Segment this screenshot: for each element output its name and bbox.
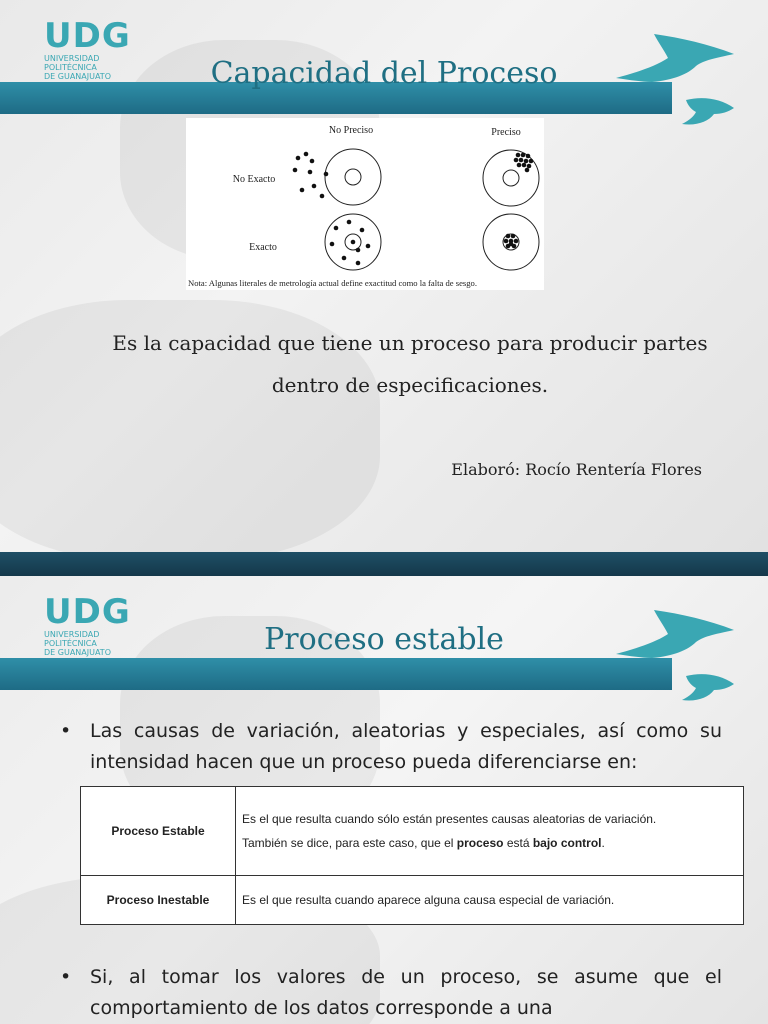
eagle-icon <box>612 606 742 706</box>
logo-subtitle: DE GUANAJUATO <box>44 72 111 81</box>
row-label-inestable: Proceso Inestable <box>81 876 236 925</box>
row-label-estable: Proceso Estable <box>81 787 236 876</box>
logo-subtitle: DE GUANAJUATO <box>44 648 111 657</box>
target-exacto-preciso <box>483 214 539 270</box>
page-title: Capacidad del Proceso <box>210 56 558 91</box>
bullet-causas <box>60 716 722 778</box>
target-no-exacto-no-preciso <box>293 149 381 205</box>
row-definition-inestable: Es el que resulta cuando aparece alguna causa especial de variación. <box>236 876 744 925</box>
target-no-exacto-preciso <box>483 150 539 206</box>
definition-text: Es el que resulta cuando sólo están presentes causas aleatorias de variación. <box>242 812 657 826</box>
row-label-no-exacto: No Exacto <box>232 174 276 185</box>
col-label-no-preciso: No Preciso <box>328 125 374 136</box>
slide-separator <box>0 552 768 576</box>
bullet-valores <box>60 962 722 1024</box>
page-title: Proceso estable <box>264 622 504 657</box>
bullet-text: Las causas de variación, aleatorias y especiales, así como su intensidad hacen que un proceso pueda diferenciarse en: <box>90 720 722 773</box>
author-credit: Elaboró: Rocío Rentería Flores <box>451 460 702 479</box>
title-band <box>0 658 672 690</box>
process-types-table <box>80 786 744 925</box>
bullet-dot: • <box>60 966 72 988</box>
row-label-exacto: Exacto <box>249 242 277 253</box>
figure-note: Nota: Algunas literales de metrología actual define exactitud como la falta de sesgo. <box>188 278 477 288</box>
udg-logo <box>44 16 154 81</box>
slide-proceso-estable <box>0 576 768 1024</box>
logo-subtitle: UNIVERSIDAD POLITÉCNICA <box>44 630 100 648</box>
definition-text: También se dice, para este caso, que el proceso está bajo control. <box>242 836 605 850</box>
bullet-dot: • <box>60 720 72 742</box>
definition-text: Es la capacidad que tiene un proceso para producir partes dentro de especificaciones. <box>112 331 708 397</box>
logo-text: UDG <box>44 592 131 632</box>
logo-subtitle: UNIVERSIDAD POLITÉCNICA <box>44 54 100 72</box>
precision-accuracy-diagram <box>186 118 544 290</box>
row-definition-estable <box>236 787 744 876</box>
table-row <box>81 787 744 876</box>
col-label-preciso: Preciso <box>491 127 521 138</box>
bullet-text: Si, al tomar los valores de un proceso, se asume que el comportamiento de los datos corresponde a una <box>90 966 722 1019</box>
eagle-icon <box>612 30 742 130</box>
target-exacto-no-preciso <box>325 214 381 270</box>
udg-logo <box>44 592 154 657</box>
table-row <box>81 876 744 925</box>
logo-text: UDG <box>44 16 131 56</box>
